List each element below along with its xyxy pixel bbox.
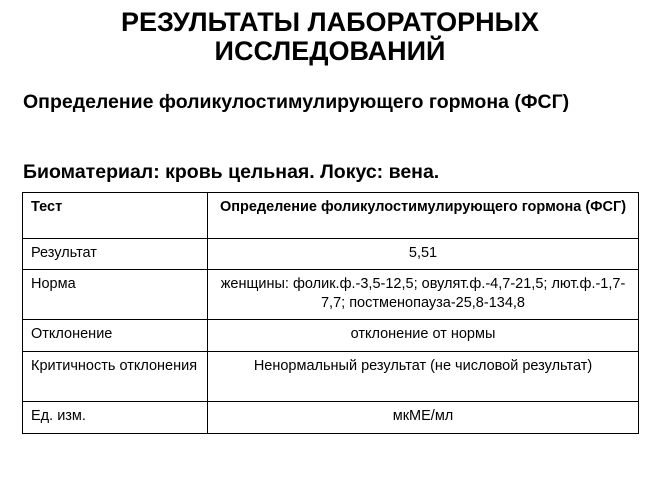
row-value-criticality: Ненормальный результат (не числовой результат) <box>208 352 639 402</box>
test-name-heading: Определение фоликулостимулирующего гормона (ФСГ) <box>23 91 570 113</box>
results-table <box>22 192 639 434</box>
row-label-deviation: Отклонение <box>23 320 208 352</box>
page-title-line-2: ИССЛЕДОВАНИЙ <box>214 36 446 66</box>
page-title-line-1: РЕЗУЛЬТАТЫ ЛАБОРАТОРНЫХ <box>120 7 540 37</box>
biomaterial-line: Биоматериал: кровь цельная. Локус: вена. <box>23 161 440 183</box>
header-label-cell: Тест <box>23 193 208 239</box>
row-label-criticality: Критичность отклонения <box>23 352 208 402</box>
row-value-unit: мкМЕ/мл <box>208 402 639 434</box>
table-row-unit <box>23 402 639 434</box>
table-row-result <box>23 239 639 270</box>
row-value-norm: женщины: фолик.ф.-3,5-12,5; овулят.ф.-4,7-21,5; лют.ф.-1,7-7,7; постменопауза-25,8-134,8 <box>208 270 639 320</box>
page-title <box>0 8 660 66</box>
table-header-row <box>23 193 639 239</box>
row-label-result: Результат <box>23 239 208 270</box>
row-label-unit: Ед. изм. <box>23 402 208 434</box>
table-row-criticality <box>23 352 639 402</box>
table-row-norm <box>23 270 639 320</box>
header-value-cell: Определение фоликулостимулирующего гормона (ФСГ) <box>208 193 639 239</box>
table-row-deviation <box>23 320 639 352</box>
row-value-result: 5,51 <box>208 239 639 270</box>
row-label-norm: Норма <box>23 270 208 320</box>
row-value-deviation: отклонение от нормы <box>208 320 639 352</box>
